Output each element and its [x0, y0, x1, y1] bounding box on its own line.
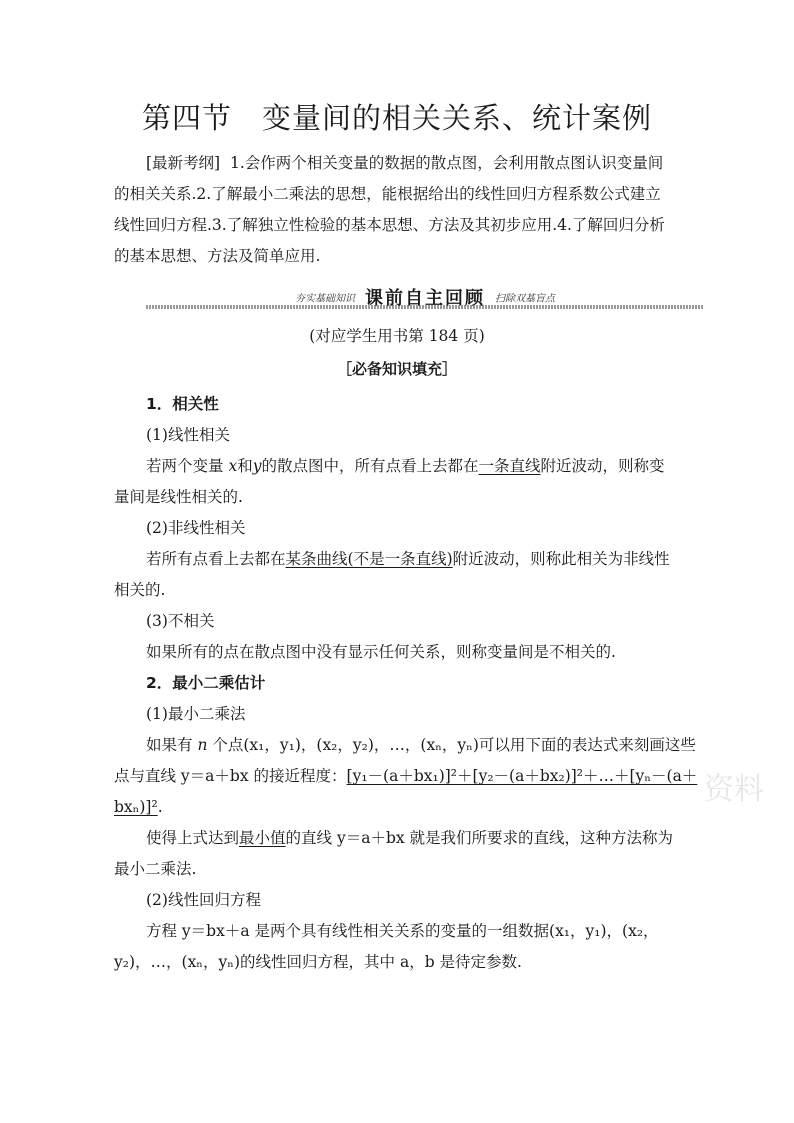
outline-line-2: 的相关关系.2.了解最小二乘法的思想，能根据给出的线性回归方程系数公式建立	[114, 185, 661, 203]
s2-a-line-5: 最小二乘法.	[114, 860, 197, 878]
s1-c-para: 如果所有的点在散点图中没有显示任何关系，则称变量间是不相关的.	[146, 643, 616, 661]
s2-a-line-3: bxₙ)]².	[114, 798, 163, 816]
blank-answer: 最小值	[239, 829, 286, 847]
blank-answer: 某条曲线(不是一条直线)	[285, 550, 453, 568]
banner-title: 课前自主回顾	[365, 288, 485, 309]
outline-label: [最新考纲]	[146, 154, 221, 172]
s2-b-line-1: 方程 y＝bx＋a 是两个具有线性相关关系的变量的一组数据(x₁，y₁)，(x₂，	[146, 922, 659, 940]
title-section-number: 第四节	[141, 101, 232, 135]
s2-heading: 2．最小二乘估计	[146, 674, 266, 692]
s1-b-title: (2)非线性相关	[146, 519, 246, 537]
s1-heading: 1．相关性	[146, 395, 219, 413]
blank-answer: bxₙ)]²	[114, 798, 158, 816]
s1-b-para-line-2: 相关的.	[114, 581, 166, 599]
page-reference: (对应学生用书第 184 页)	[309, 327, 485, 345]
outline-line-3: 线性回归方程.3.了解独立性检验的基本思想、方法及其初步应用.4.了解回归分析	[114, 216, 665, 234]
s1-b-para-line-1: 若所有点看上去都在某条曲线(不是一条直线)附近波动，则称此相关为非线性	[146, 550, 670, 568]
title-text: 变量间的相关关系、统计案例	[262, 101, 653, 135]
banner-left-text: 夯实基础知识	[295, 293, 355, 305]
blank-answer: 一条直线	[478, 457, 541, 475]
s2-a-line-1: 如果有 n 个点(x₁，y₁)，(x₂，y₂)，…，(xₙ，yₙ)可以用下面的表达式来刻画这些	[146, 736, 696, 754]
watermark: 资料	[704, 772, 764, 807]
s2-a-line-4: 使得上式达到最小值的直线 y＝a＋bx 就是我们所要求的直线，这种方法称为	[146, 829, 674, 847]
outline-line-4: 的基本思想、方法及简单应用.	[114, 247, 321, 265]
section-banner	[146, 284, 704, 310]
s2-b-line-2: y₂)，…，(xₙ，yₙ)的线性回归方程，其中 a，b 是待定参数.	[114, 953, 522, 971]
outline-line-1: [最新考纲] 1.会作两个相关变量的数据的散点图，会利用散点图认识变量间	[146, 154, 664, 172]
s1-a-title: (1)线性相关	[146, 426, 230, 444]
s2-a-line-2: 点与直线 y＝a＋bx 的接近程度：[y₁－(a＋bx₁)]²＋[y₂－(a＋bx₂)]²＋…＋[yₙ－(a＋	[114, 767, 698, 785]
s2-a-title: (1)最小二乘法	[146, 705, 246, 723]
banner-right-text: 扫除双基盲点	[495, 293, 555, 305]
section-heading: ［必备知识填充］	[336, 360, 457, 378]
s1-c-title: (3)不相关	[146, 612, 215, 630]
s1-a-para-line-2: 量间是线性相关的.	[114, 488, 243, 506]
blank-answer: [y₁－(a＋bx₁)]²＋[y₂－(a＋bx₂)]²＋…＋[yₙ－(a＋	[346, 767, 698, 785]
page-title	[0, 96, 794, 137]
s2-b-title: (2)线性回归方程	[146, 891, 261, 909]
s1-a-para-line-1: 若两个变量 x和y的散点图中，所有点看上去都在一条直线附近波动，则称变	[146, 457, 665, 475]
